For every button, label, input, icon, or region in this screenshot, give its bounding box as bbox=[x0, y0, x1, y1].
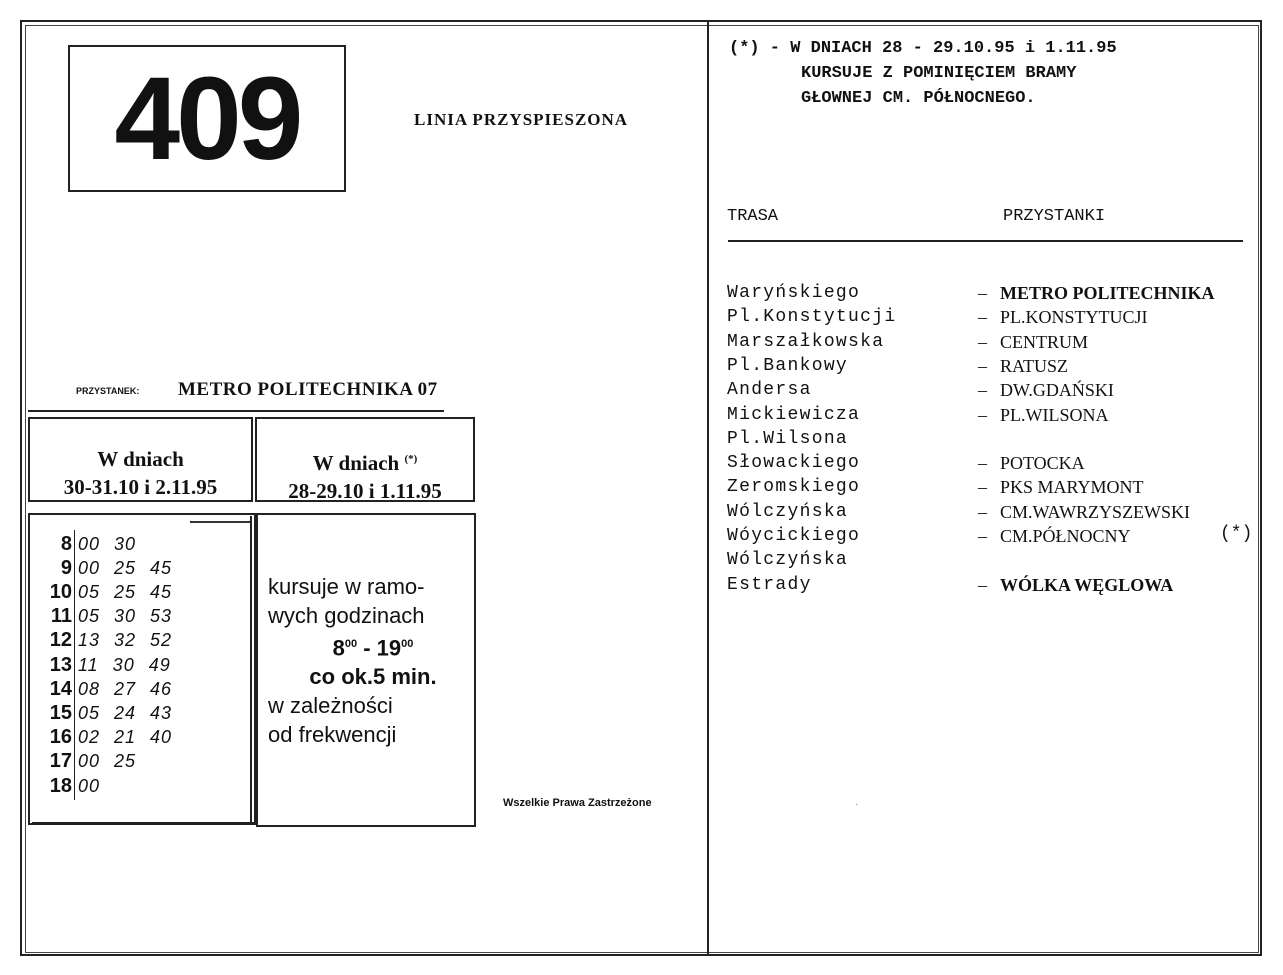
departures-bottom-rule bbox=[32, 822, 254, 825]
top-note-line-3: GŁOWNEJ CM. PÓŁNOCNEGO. bbox=[801, 89, 1036, 108]
departure-minutes: 00 bbox=[78, 775, 101, 796]
column-divider bbox=[707, 21, 709, 955]
route-dash: – bbox=[978, 355, 987, 376]
departure-minutes: 05 25 45 bbox=[78, 581, 173, 602]
range-start-sup: 00 bbox=[344, 638, 358, 650]
route-stop bbox=[978, 281, 1215, 305]
stop-name: METRO POLITECHNIKA 07 bbox=[178, 379, 438, 400]
departure-minutes: 08 27 46 bbox=[78, 678, 173, 699]
departure-minutes: 05 30 53 bbox=[78, 606, 173, 627]
departure-row bbox=[36, 629, 172, 653]
departure-row bbox=[36, 750, 136, 774]
route-stop-name: POTOCKA bbox=[1000, 453, 1085, 474]
route-stop-name: PL.KONSTYTUCJI bbox=[1000, 307, 1148, 328]
route-dash: – bbox=[978, 526, 987, 546]
range-sep: - bbox=[357, 635, 377, 661]
note-line-6: od frekwencji bbox=[268, 722, 397, 748]
route-stop bbox=[978, 573, 1173, 597]
line-number-box bbox=[68, 45, 346, 192]
departure-row bbox=[36, 774, 100, 798]
route-street: Waryńskiego bbox=[727, 283, 861, 303]
column-head-route: TRASA bbox=[727, 207, 779, 226]
departure-hour: 14 bbox=[49, 677, 72, 700]
schedule-header-special-dates: 28-29.10 i 1.11.95 bbox=[288, 479, 442, 503]
asterisk-mark: (*) bbox=[404, 453, 418, 465]
header-top-rule bbox=[28, 410, 444, 412]
route-street: Wóycickiego bbox=[727, 526, 861, 546]
departure-minutes: 05 24 43 bbox=[78, 702, 173, 723]
departure-hour: 13 bbox=[49, 653, 72, 676]
route-stop-name: METRO POLITECHNIKA bbox=[1000, 283, 1215, 303]
departure-row bbox=[36, 726, 172, 750]
route-dash: – bbox=[978, 574, 987, 595]
top-note bbox=[729, 36, 1117, 111]
route-street: Andersa bbox=[727, 380, 812, 401]
schedule-header-special bbox=[255, 417, 475, 502]
departure-minutes: 11 30 49 bbox=[78, 654, 171, 675]
range-end-sup: 00 bbox=[401, 638, 414, 650]
departures-top-dash bbox=[190, 521, 250, 523]
departure-hour: 16 bbox=[49, 726, 72, 749]
schedule-header-regular-dates: 30-31.10 i 2.11.95 bbox=[63, 475, 218, 499]
route-stop-name: DW.GDAŃSKI bbox=[1000, 380, 1114, 401]
column-head-rule bbox=[728, 240, 1243, 242]
special-note-text bbox=[268, 572, 478, 749]
note-line-2: wych godzinach bbox=[268, 603, 425, 628]
departure-hour: 17 bbox=[49, 750, 72, 773]
departure-hour: 10 bbox=[49, 580, 72, 603]
route-stop bbox=[978, 451, 1085, 475]
route-stop bbox=[978, 403, 1109, 427]
line-type: LINIA PRZYSPIESZONA bbox=[414, 110, 629, 129]
route-stop bbox=[978, 330, 1088, 354]
departure-minutes: 13 32 52 bbox=[78, 630, 173, 651]
route-dash: – bbox=[978, 307, 987, 328]
route-stop bbox=[978, 354, 1068, 378]
departure-hour: 8 bbox=[60, 532, 72, 555]
note-hours-range bbox=[268, 630, 478, 662]
departure-hour: 9 bbox=[60, 556, 72, 579]
departure-row bbox=[36, 556, 172, 580]
range-start: 8 bbox=[332, 635, 345, 661]
departure-minutes: 02 21 40 bbox=[78, 727, 173, 748]
departure-minutes: 00 25 45 bbox=[78, 557, 173, 578]
departure-row bbox=[36, 701, 172, 725]
route-street: Słowackiego bbox=[727, 453, 861, 474]
route-stop-name: PL.WILSONA bbox=[1000, 404, 1109, 425]
route-dash: – bbox=[978, 477, 987, 498]
note-line-1: kursuje w ramo- bbox=[268, 574, 425, 599]
line-number: 409 bbox=[114, 52, 300, 185]
route-dash: – bbox=[978, 501, 987, 522]
route-street: Estrady bbox=[727, 574, 812, 595]
departure-minutes: 00 30 bbox=[78, 533, 137, 554]
route-stop-name: CM.WAWRZYSZEWSKI bbox=[1000, 501, 1191, 522]
note-line-5: w zależności bbox=[268, 693, 393, 719]
column-head-stops: PRZYSTANKI bbox=[1003, 207, 1106, 226]
route-street: Mickiewicza bbox=[727, 404, 861, 425]
route-dash: – bbox=[978, 404, 987, 425]
departure-row bbox=[36, 677, 172, 701]
departure-row bbox=[36, 532, 136, 556]
route-street: Pl.Wilsona bbox=[727, 428, 849, 449]
schedule-header-regular bbox=[28, 417, 253, 502]
scan-speck: · bbox=[855, 800, 859, 811]
route-street: Zeromskiego bbox=[727, 477, 861, 498]
top-note-line-2: KURSUJE Z POMINIĘCIEM BRAMY bbox=[801, 64, 1077, 83]
route-stop bbox=[978, 524, 1131, 548]
route-street: Wólczyńska bbox=[727, 501, 849, 522]
route-stop-name: CENTRUM bbox=[1000, 331, 1089, 352]
schedule-header-regular-title: W dniach bbox=[97, 447, 184, 471]
route-street: Wólczyńska bbox=[727, 550, 849, 571]
route-dash: – bbox=[978, 283, 987, 303]
route-stop-name: CM.PÓŁNOCNY bbox=[1000, 526, 1131, 546]
route-stop-name: RATUSZ bbox=[1000, 355, 1069, 376]
departure-hour: 11 bbox=[50, 605, 72, 628]
route-stop-name: WÓLKA WĘGLOWA bbox=[1000, 574, 1174, 595]
note-line-4: co ok.5 min. bbox=[309, 664, 437, 690]
range-end: 19 bbox=[376, 635, 402, 661]
route-asterisk: (*) bbox=[1220, 524, 1253, 544]
route-stop bbox=[978, 475, 1144, 499]
departure-hour: 15 bbox=[49, 701, 72, 724]
top-note-line-1: (*) - W DNIACH 28 - 29.10.95 i 1.11.95 bbox=[729, 39, 1117, 58]
route-stop bbox=[978, 378, 1114, 402]
route-dash: – bbox=[978, 453, 987, 474]
schedule-header-special-title bbox=[257, 445, 473, 477]
schedule-header-special-title-text: W dniach bbox=[312, 451, 400, 475]
route-street: Pl.Konstytucji bbox=[727, 307, 897, 328]
departures-inner-rule bbox=[250, 516, 252, 822]
departure-hour: 12 bbox=[49, 629, 72, 652]
route-dash: – bbox=[978, 331, 987, 352]
stop-label: PRZYSTANEK: bbox=[76, 386, 140, 396]
route-street: Marszałkowska bbox=[727, 331, 885, 352]
departure-minutes: 00 25 bbox=[78, 751, 137, 772]
route-stop bbox=[978, 305, 1148, 329]
departure-row bbox=[36, 605, 172, 629]
route-stop-name: PKS MARYMONT bbox=[1000, 477, 1144, 498]
route-street: Pl.Bankowy bbox=[727, 355, 849, 376]
departure-row bbox=[36, 653, 171, 677]
route-stop bbox=[978, 500, 1190, 524]
departure-hour: 18 bbox=[49, 774, 72, 797]
departure-row bbox=[36, 580, 172, 604]
rights-notice: Wszelkie Prawa Zastrzeżone bbox=[503, 797, 652, 809]
route-dash: – bbox=[978, 380, 987, 401]
